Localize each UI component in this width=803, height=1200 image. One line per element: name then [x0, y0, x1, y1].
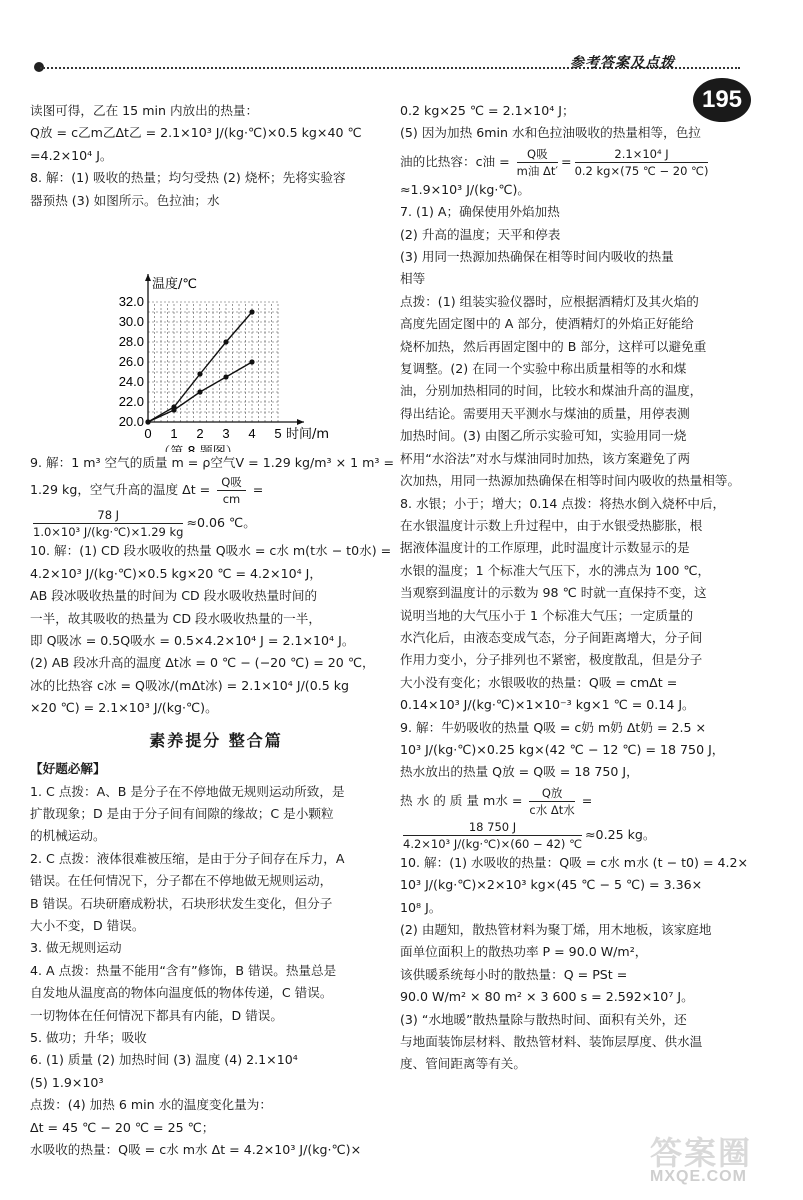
y-tick-label: 24.0 — [118, 374, 144, 390]
text-line: =4.2×10⁴ J。 — [30, 147, 113, 163]
text-line: 0.2 kg×25 ℃ = 2.1×10⁴ J； — [400, 103, 575, 118]
y-tick-label: 26.0 — [118, 354, 144, 370]
q9-line — [400, 818, 770, 852]
q10-line: 面单位面积上的散热功率 P = 90.0 W/m²， — [400, 944, 648, 960]
q7-line: 得出结论。需要用天平测水与煤油的质量，用停表测 — [400, 405, 690, 421]
q7-line: 复调整。(2) 在同一个实验中称出质量相等的水和煤 — [400, 361, 687, 377]
answer-line: 自发地从温度高的物体向温度低的物体传递，C 错误。 — [30, 985, 333, 1001]
answer-line: 6. (1) 质量 (2) 加热时间 (3) 温度 (4) 2.1×10⁴ — [30, 1052, 298, 1068]
denominator: cm — [222, 492, 241, 507]
watermark-url: MXQE.COM — [650, 1168, 747, 1185]
q7-line: 点拨：(1) 组装实验仪器时，应根据酒精灯及其火焰的 — [400, 293, 699, 309]
text-line: ≈1.9×10³ J/(kg·℃)。 — [400, 181, 531, 197]
x-tick-label: 2 — [196, 426, 204, 442]
equals: = — [561, 153, 572, 169]
y-tick-label: 20.0 — [118, 414, 144, 430]
q9-line: 10³ J/(kg·℃)×0.25 kg×(42 ℃ − 12 ℃) = 18 750 J， — [400, 741, 725, 757]
fraction — [33, 507, 183, 540]
denominator: 1.0×10³ J/(kg·℃)×1.29 kg — [33, 525, 184, 540]
page-number: 195 — [693, 78, 751, 122]
x-tick-label: 5 — [274, 426, 282, 442]
text-line: 读图可得，乙在 15 min 内放出的热量： — [30, 103, 259, 118]
q10-line: AB 段冰吸收热量的时间为 CD 段水吸收热量时间的 — [30, 588, 318, 604]
q8-line: 水汽化后，由液态变成气态，分子间距离增大，分子间 — [400, 629, 703, 645]
q7-line: 烧杯加热，然后再固定图中的 B 部分，这样可以避免重 — [400, 338, 707, 354]
fraction — [217, 474, 246, 507]
q8-line: 8. 水银；小于；增大；0.14 点拨：将热水倒入烧杯中后， — [400, 495, 726, 511]
q10-line: 一半，故其吸收的热量为 CD 段水吸收热量的一半， — [30, 610, 321, 626]
answer-line: Δt = 45 ℃ − 20 ℃ = 25 ℃； — [30, 1119, 215, 1135]
y-tick-label: 30.0 — [118, 314, 144, 330]
q10-line: (2) 由题知，散热管材料为聚丁烯，用木地板，该家庭地 — [400, 922, 712, 937]
data-point — [197, 371, 202, 376]
section-title: 素养提分 整合篇 — [149, 730, 283, 750]
q7-line: 杯用“水浴法”对水与煤油同时加热，该方案避免了两 — [400, 450, 691, 466]
text-line — [400, 145, 770, 179]
x-tick-label: 3 — [222, 426, 230, 442]
q8-line: 在水银温度计示数上升过程中，由于水银受热膨胀，根 — [400, 517, 703, 533]
x-axis-label: 时间/m — [286, 427, 330, 443]
fraction — [403, 819, 582, 852]
denominator: c水 Δt水 — [529, 802, 575, 817]
q7-line: 7. (1) A；确保使用外焰加热 — [400, 204, 560, 220]
watermark — [650, 1128, 790, 1188]
q7-line: 相等 — [400, 271, 426, 287]
y-axis-label: 温度/℃ — [152, 277, 197, 293]
q7-line: (2) 升高的温度；天平和停表 — [400, 226, 561, 242]
q10-line: 度、管间距离等有关。 — [400, 1056, 526, 1072]
q8-line: 8. 解：(1) 吸收的热量；均匀受热 (2) 烧杯；先将实验容 — [30, 170, 346, 186]
q10-line: 10. 解：(1) 水吸收的热量：Q吸 = c水 m水 (t − t0) = 4.2× — [400, 854, 749, 870]
numerator: Q放 — [529, 785, 574, 802]
y-tick-label: 32.0 — [118, 294, 144, 310]
numerator: Q吸 — [217, 474, 246, 491]
answer-line: 的机械运动。 — [30, 828, 106, 844]
temperature-chart — [30, 212, 330, 452]
result: ≈0.06 ℃。 — [186, 515, 256, 531]
result: ≈0.25 kg。 — [585, 826, 656, 842]
answer-line: 1. C 点拨：A、B 是分子在不停地做无规则运动所致，是 — [30, 783, 345, 799]
answer-line: 点拨：(4) 加热 6 min 水的温度变化量为： — [30, 1097, 272, 1113]
q10-line: 10. 解：(1) CD 段水吸收的热量 Q吸水 = c水 m(t水 − t0水) = — [30, 543, 392, 559]
x-tick-label: 1 — [170, 426, 178, 442]
q10-line: 10⁸ J。 — [400, 899, 442, 915]
q8-line: 据液体温度计的工作原理，此时温度计示数显示的是 — [400, 540, 690, 556]
denominator: 4.2×10³ J/(kg·℃)×(60 − 42) ℃ — [403, 836, 582, 851]
q10-line: 该供暖系统每小时的散热量：Q = PSt = — [400, 966, 628, 982]
answer-line: (5) 1.9×10³ — [30, 1074, 104, 1090]
fraction — [529, 785, 574, 818]
text: 油的比热容：c油 = — [400, 153, 510, 169]
numerator: 2.1×10⁴ J — [575, 146, 709, 163]
fraction — [517, 146, 558, 179]
q10-line: (3) “水地暖”散热量除与散热时间、面积有关外，还 — [400, 1011, 687, 1027]
q7-line: 加热时间。(3) 由图乙所示实验可知，实验用同一烧 — [400, 428, 687, 444]
q8-line: 作用力变小，分子排列也不紧密，极度散乱，但是分子 — [400, 652, 703, 668]
answer-line: 3. 做无规则运动 — [30, 940, 122, 956]
answer-line: 一切物体在任何情况下都具有内能，D 错误。 — [30, 1007, 283, 1023]
subsection-title: 【好题必解】 — [30, 761, 106, 777]
q9-text: 1.29 kg，空气升高的温度 Δt = — [30, 482, 211, 498]
data-point — [249, 309, 254, 314]
q8-line: 水银的温度；1 个标准大气压下，水的沸点为 100 ℃， — [400, 562, 711, 578]
q10-line: 4.2×10³ J/(kg·℃)×0.5 kg×20 ℃ = 4.2×10⁴ J， — [30, 565, 322, 581]
q10-line: 冰的比热容 c冰 = Q吸冰/(mΔt冰) = 2.1×10⁴ J/(0.5 kg — [30, 677, 350, 693]
denominator: m油 Δt′ — [516, 163, 559, 178]
data-point — [223, 339, 228, 344]
text: 热 水 的 质 量 m水 = — [400, 792, 523, 808]
answer-line: 错误。在任何情况下，分子都在不停地做无规则运动， — [30, 873, 333, 889]
numerator: 18 750 J — [403, 819, 582, 836]
q7-line: 油，分别加热相同的时间，比较水和煤油升高的温度， — [400, 383, 703, 399]
x-axis-arrow — [297, 419, 304, 425]
x-tick-label: 0 — [144, 426, 152, 442]
y-tick-label: 22.0 — [118, 394, 144, 410]
fraction — [575, 146, 709, 179]
answer-line: 水吸收的热量：Q吸 = c水 m水 Δt = 4.2×10³ J/(kg·℃)× — [30, 1142, 362, 1157]
data-point — [197, 389, 202, 394]
answer-line: 5. 做功；升华；吸收 — [30, 1029, 147, 1045]
x-tick-label: 4 — [248, 426, 256, 442]
y-axis-arrow — [145, 274, 151, 281]
q10-line: 10³ J/(kg·℃)×2×10³ kg×(45 ℃ − 5 ℃) = 3.36× — [400, 877, 703, 893]
q10-line: 即 Q吸冰 = 0.5Q吸水 = 0.5×4.2×10⁴ J = 2.1×10⁴ J。 — [30, 633, 355, 649]
q9-line — [400, 784, 770, 818]
data-point — [171, 407, 176, 412]
q10-line: (2) AB 段冰升高的温度 Δt冰 = 0 ℃ − (−20 ℃) = 20 ℃， — [30, 655, 375, 671]
q9-line: 热水放出的热量 Q放 = Q吸 = 18 750 J， — [400, 764, 639, 780]
answer-line: 大小不变，D 错误。 — [30, 917, 145, 933]
text-line: (5) 因为加热 6min 水和色拉油吸收的热量相等，色拉 — [400, 125, 701, 141]
data-point — [145, 419, 150, 424]
left-column — [30, 100, 402, 1161]
q8-line: 大小没有变化；水银吸收的热量：Q吸 = cmΔt = — [400, 674, 678, 690]
y-tick-label: 28.0 — [118, 334, 144, 350]
data-point — [249, 359, 254, 364]
q10-line: 与地面装饰层材料、散热管材料、装饰层厚度、供水温 — [400, 1034, 703, 1050]
figure-8 — [30, 212, 402, 452]
right-column — [400, 100, 770, 1076]
q10-line: ×20 ℃) = 2.1×10³ J/(kg·℃)。 — [30, 700, 218, 716]
q7-line: (3) 用同一热源加热确保在相等时间内吸收的热量 — [400, 249, 674, 265]
q8-line: 器预热 (3) 如图所示。色拉油；水 — [30, 192, 220, 208]
q8-line: 0.14×10³ J/(kg·℃)×1×10⁻³ kg×1 ℃ = 0.14 J。 — [400, 697, 695, 713]
watermark-logo-text: 答案圈 — [650, 1134, 753, 1172]
answer-line: 4. A 点拨：热量不能用“含有”修饰，B 错误。热量总是 — [30, 962, 337, 978]
data-point — [223, 374, 228, 379]
denominator: 0.2 kg×(75 ℃ − 20 ℃) — [574, 163, 709, 178]
header-title: 参考答案及点拨 — [570, 55, 675, 71]
q10-line: 90.0 W/m² × 80 m² × 3 600 s = 2.592×10⁷ J。 — [400, 989, 694, 1005]
equals: = — [581, 792, 593, 808]
answer-line: 扩散现象；D 是由于分子间有间隙的缘故；C 是小颗粒 — [30, 805, 334, 821]
answer-line: B 错误。石块研磨成粉状，石块形状发生变化，但分子 — [30, 895, 333, 911]
text-line: Q放 = c乙m乙Δt乙 = 2.1×10³ J/(kg·℃)×0.5 kg×40 ℃ — [30, 125, 362, 141]
answer-line: 2. C 点拨：液体很难被压缩，是由于分子间存在斥力，A — [30, 850, 345, 866]
q8-line: 说明当地的大气压小于 1 个标准大气压；一定质量的 — [400, 607, 694, 623]
q9-line — [30, 507, 402, 540]
q7-line: 高度先固定图中的 A 部分，使酒精灯的外焰正好能给 — [400, 316, 694, 332]
q8-line: 当观察到温度计的示数为 98 ℃ 时就一直保持不变，这 — [400, 585, 707, 601]
q7-line: 次加热，用同一热源加热确保在相等时间内吸收的热量相等。 — [400, 473, 741, 489]
numerator: Q吸 — [517, 146, 558, 163]
numerator: 78 J — [33, 507, 183, 524]
q9-line: 9. 解：1 m³ 空气的质量 m = ρ空气V = 1.29 kg/m³ × 1 m³ = — [30, 455, 395, 471]
figure-caption — [157, 445, 239, 452]
q9-line: 1.29 kg，空气升高的温度 Δt = $\frac{\text{Q吸}}{cm}$ = — [30, 475, 264, 507]
q9-line: 9. 解：牛奶吸收的热量 Q吸 = c奶 m奶 Δt奶 = 2.5 × — [400, 719, 707, 735]
